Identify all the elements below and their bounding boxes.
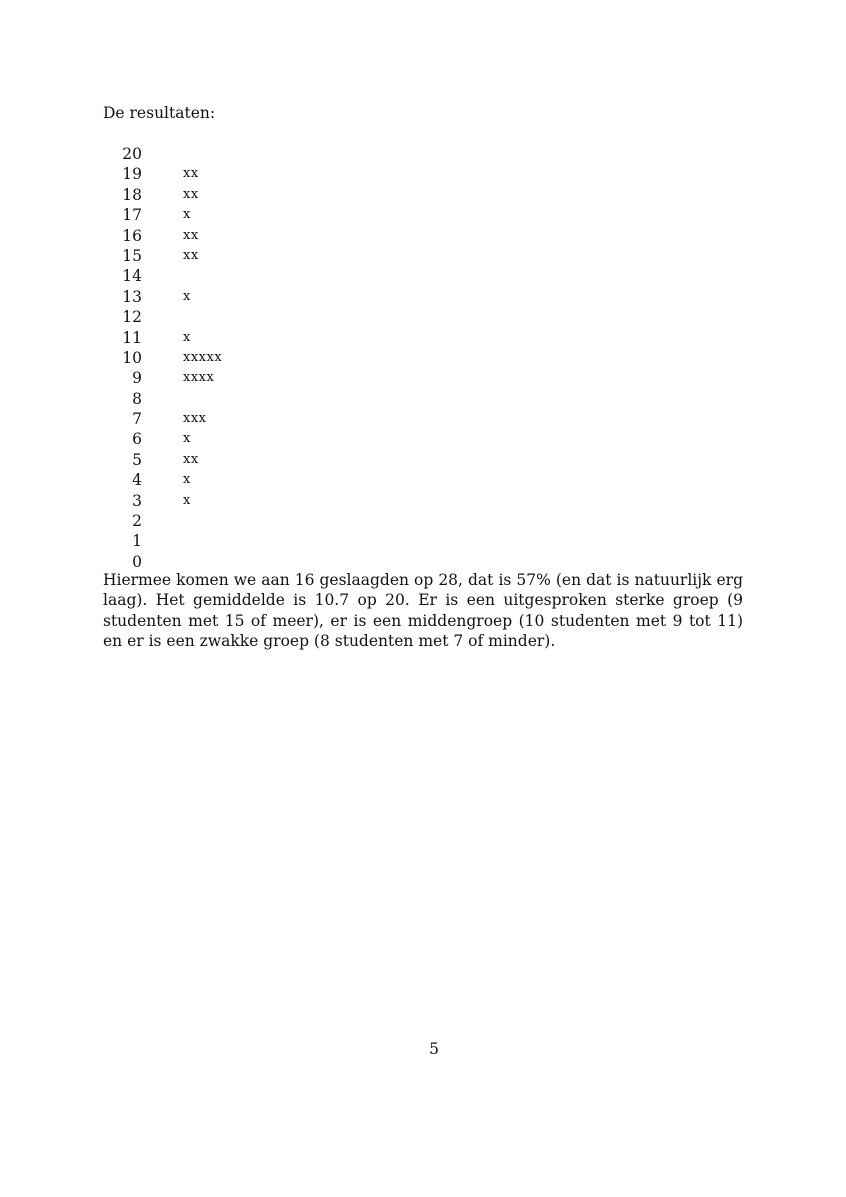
tally-marks: x [183,288,191,304]
tally-marks: x [183,492,191,508]
tally-marks: xxxx [183,370,215,386]
tally-row [103,246,403,266]
tally-row [103,429,403,449]
summary-paragraph: Hiermee komen we aan 16 geslaagden op 28, dat is 57% (en dat is natuurlijk erg laag). Het gemiddelde is 10.7 op 20. Er is een uitgesproken sterke groep (9 studenten met 15 of meer), er is een middengroep (10 studenten met 9 tot 11) en er is een zwakke groep (8 studenten met 7 of minder). [103,571,743,651]
tally-marks: xx [183,227,199,243]
tally-row [103,491,403,511]
tally-row [103,470,403,490]
tally-row [103,328,403,348]
tally-marks: xxx [183,411,207,427]
tally-score: 2 [132,512,142,531]
tally-row [103,205,403,225]
tally-row [103,368,403,388]
tally-score: 3 [132,491,142,510]
tally-score: 18 [122,185,142,204]
page-number: 5 [429,1040,439,1058]
tally-score: 11 [122,328,142,347]
tally-marks: x [183,207,191,223]
tally-row [103,348,403,368]
tally-marks: xx [183,247,199,263]
tally-score: 16 [122,226,142,245]
tally-score: 17 [122,206,142,225]
tally-score: 13 [122,287,142,306]
tally-row [103,531,403,551]
tally-marks: x [183,472,191,488]
tally-score: 1 [132,532,142,551]
tally-row [103,144,403,164]
tally-marks: xxxxx [183,349,223,365]
tally-marks: xx [183,451,199,467]
intro-text: De resultaten: [103,104,216,122]
tally-marks: xx [183,186,199,202]
tally-marks: xx [183,166,199,182]
tally-row [103,307,403,327]
tally-score: 5 [132,450,142,469]
tally-score: 12 [122,308,142,327]
tally-row [103,511,403,531]
tally-score: 19 [122,165,142,184]
tally-score: 4 [132,471,142,490]
score-tally [103,144,403,572]
tally-row [103,450,403,470]
tally-score: 15 [122,246,142,265]
tally-score: 10 [122,348,142,367]
tally-score: 6 [132,430,142,449]
tally-score: 20 [122,145,142,163]
tally-row [103,389,403,409]
tally-marks: x [183,329,191,345]
tally-row [103,409,403,429]
tally-row [103,287,403,307]
tally-score: 0 [132,552,142,571]
tally-marks: x [183,431,191,447]
tally-score: 9 [132,369,142,388]
tally-score: 7 [132,410,142,429]
tally-score: 14 [122,267,142,286]
tally-score: 8 [132,389,142,408]
tally-row [103,226,403,246]
tally-row [103,164,403,184]
tally-row [103,266,403,286]
tally-row [103,185,403,205]
